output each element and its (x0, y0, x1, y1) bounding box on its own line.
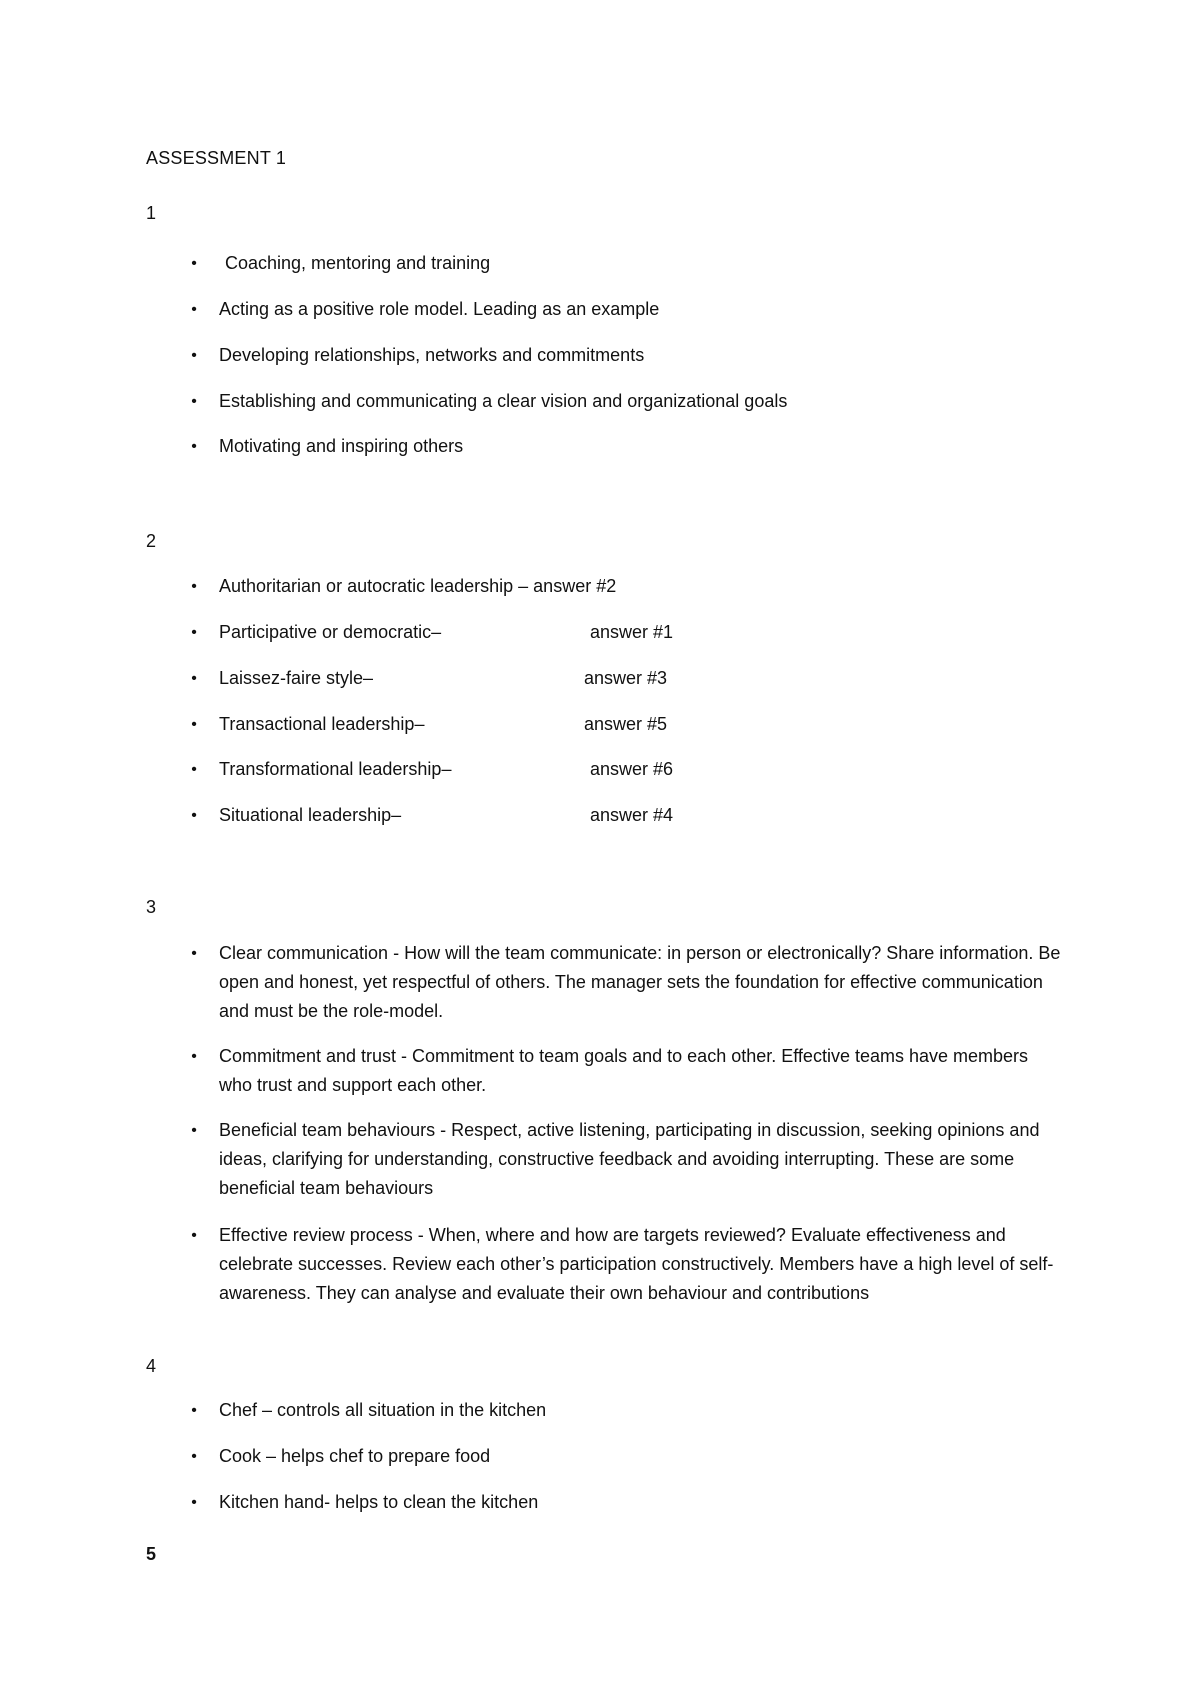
bullet-icon: • (191, 624, 197, 641)
section-number: 3 (146, 897, 157, 917)
answer-text: answer #3 (584, 668, 668, 688)
bullet-icon: • (191, 716, 197, 733)
bullet-icon: • (191, 1048, 197, 1065)
section-number: 2 (146, 531, 157, 551)
bullet-icon: • (191, 761, 197, 778)
list-item: Transformational leadership– (219, 759, 452, 779)
section-number: 4 (146, 1356, 157, 1376)
answer-text: answer #1 (590, 622, 674, 642)
list-item: Situational leadership– (219, 805, 402, 825)
section-number: 1 (146, 203, 157, 223)
bullet-icon: • (191, 945, 197, 962)
bullet-icon: • (191, 301, 197, 318)
answer-text: answer #5 (584, 714, 668, 734)
answer-text: answer #4 (590, 805, 674, 825)
list-item: Authoritarian or autocratic leadership – answer #2 (219, 576, 617, 596)
list-item: Developing relationships, networks and commitments (219, 345, 645, 365)
bullet-icon: • (191, 1402, 197, 1419)
bullet-icon: • (191, 1122, 197, 1139)
answer-text: answer #6 (590, 759, 674, 779)
bullet-icon: • (191, 347, 197, 364)
bullet-icon: • (191, 438, 197, 455)
bullet-icon: • (191, 255, 197, 272)
bullet-icon: • (191, 578, 197, 595)
bullet-icon: • (191, 670, 197, 687)
list-item: Establishing and communicating a clear vision and organizational goals (219, 391, 788, 411)
bullet-icon: • (191, 393, 197, 410)
bullet-icon: • (191, 1227, 197, 1244)
list-item: Beneficial team behaviours - Respect, active listening, participating in discussion, seeking opinions and ideas, clarifying for understanding, constructive feedback and avoiding interrupting. These are some beneficial team behaviours (219, 1120, 1040, 1198)
document-title: ASSESSMENT 1 (146, 148, 287, 168)
list-item: Acting as a positive role model. Leading as an example (219, 299, 660, 319)
list-item: Kitchen hand- helps to clean the kitchen (219, 1492, 539, 1512)
list-item: Motivating and inspiring others (219, 436, 464, 456)
bullet-icon: • (191, 1494, 197, 1511)
list-item: Effective review process - When, where and how are targets reviewed? Evaluate effectiveness and celebrate successes. Review each other’s participation constructively. Members have a high level of self-awareness. They can analyse and evaluate their own behaviour and contributions (219, 1225, 1054, 1303)
list-item: Transactional leadership– (219, 714, 425, 734)
section-number: 5 (146, 1544, 157, 1564)
list-item: Coaching, mentoring and training (225, 253, 491, 273)
list-item: Commitment and trust - Commitment to team goals and to each other. Effective teams have members who trust and support each other. (219, 1046, 1029, 1095)
list-item: Chef – controls all situation in the kitchen (219, 1400, 547, 1420)
list-item: Cook – helps chef to prepare food (219, 1446, 491, 1466)
list-item: Clear communication - How will the team communicate: in person or electronically? Share information. Be open and honest, yet respectful of others. The manager sets the foundation for effective communication and must be the role-model. (219, 943, 1061, 1021)
bullet-icon: • (191, 807, 197, 824)
list-item: Laissez-faire style– (219, 668, 374, 688)
bullet-icon: • (191, 1448, 197, 1465)
list-item: Participative or democratic– (219, 622, 442, 642)
